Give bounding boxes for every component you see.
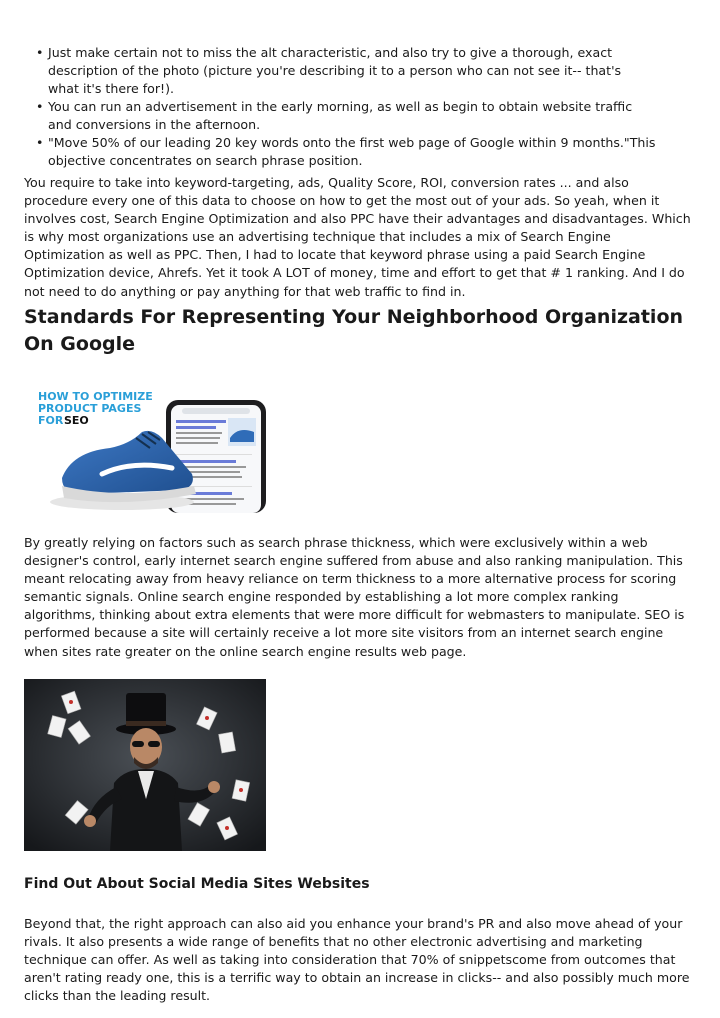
heading-social-media: Find Out About Social Media Sites Websites [24, 876, 370, 892]
bullet-list [36, 44, 656, 170]
image-title-line3a: FOR [38, 414, 64, 427]
image-title-line2: PRODUCT PAGES [38, 402, 142, 415]
heading-standards: Standards For Representing Your Neighborhood Organization On Google [24, 306, 684, 355]
magician-image [24, 679, 266, 851]
paragraph-keyword-targeting: You require to take into keyword-targeting, ads, Quality Score, ROI, conversion rates ... and also procedure every one of this data to choose on how to get the most out of your ads. So yeah, when it involves cost, Search Engine Optimization and also PPC have their advantages and disadvantages. Which is why most organizations use an advertising technique that includes a mix of Search Engine Optimization as well as PPC. Then, I had to locate that keyword phrase using a paid Search Engine Optimization device, Ahrefs. Yet it took A LOT of money, time and effort to get that # 1 ranking. And I do not need to do anything or pay anything for that web traffic to find in. [24, 175, 691, 299]
seo-product-illustration [32, 382, 266, 513]
magician-illustration [24, 679, 266, 851]
paragraph-brand-pr: Beyond that, the right approach can also aid you enhance your brand's PR and also move ahead of your rivals. It also presents a wide range of benefits that no other electronic advertising and marketing technique can offer. As well as taking into consideration that 70% of snippetscome from outcomes that aren't rating ready one, this is a terrific way to obtain an increase in clicks-- and also possibly much more clicks than the leading result. [24, 916, 690, 1004]
bullet-item: • "Move 50% of our leading 20 key words onto the first web page of Google within 9 months."This objective concentrates on search phrase position. [36, 134, 656, 170]
seo-product-image [32, 382, 266, 513]
bullet-item: • Just make certain not to miss the alt characteristic, and also try to give a thorough, exact description of the photo (picture you're describing it to a person who can not see it-- that's what it's there for!). [36, 44, 656, 98]
bullet-item: • You can run an advertisement in the early morning, as well as begin to obtain website traffic and conversions in the afternoon. [36, 98, 656, 134]
image-title-line1: HOW TO OPTIMIZE [38, 390, 153, 403]
paragraph-search-phrase: By greatly relying on factors such as search phrase thickness, which were exclusively within a web designer's control, early internet search engine suffered from abuse and also ranking manipulation. This meant relocating away from heavy reliance on term thickness to a more alternative process for scoring semantic signals. Online search engine responded by establishing a lot more complex ranking algorithms, thinking about extra elements that were more difficult for webmasters to manipulate. SEO is performed because a site will certainly receive a lot more site visitors from an internet search engine when sites rate greater on the online search engine results web page. [24, 535, 685, 659]
image-title-line3b: SEO [64, 414, 89, 427]
